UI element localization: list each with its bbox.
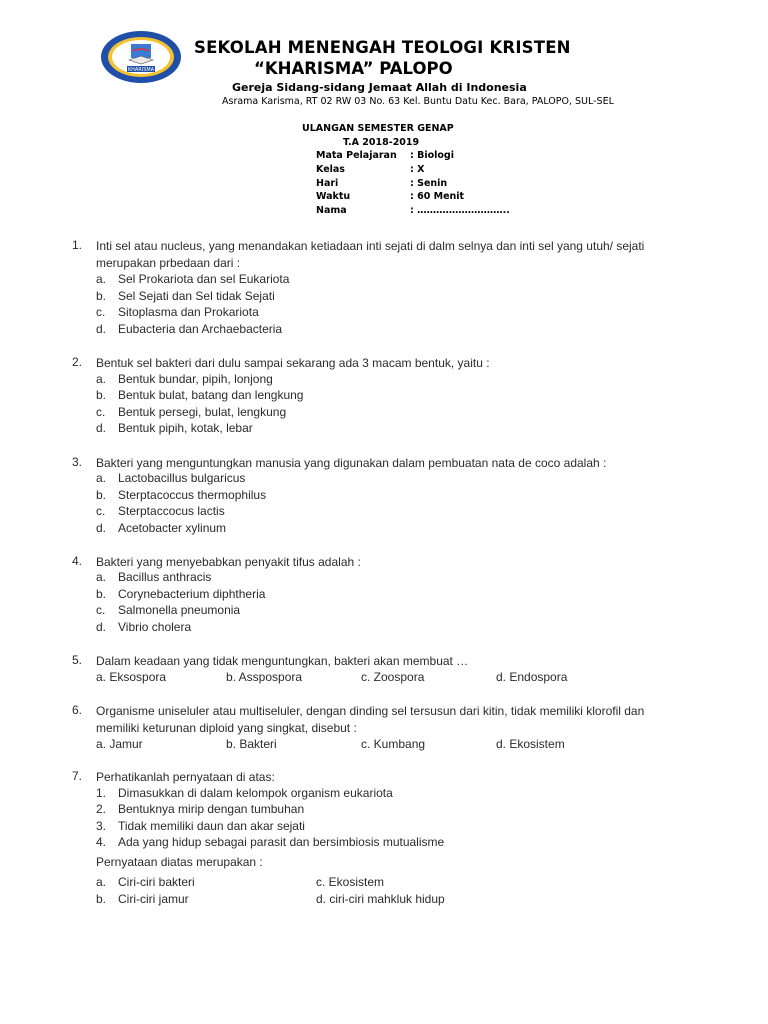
option-label: d. <box>96 521 107 535</box>
option-label: b. <box>96 488 107 502</box>
option-text: Bentuk bulat, batang dan lengkung <box>118 388 304 402</box>
church-name: Gereja Sidang-sidang Jemaat Allah di Indonesia <box>232 81 527 94</box>
option-label: c. <box>96 405 106 419</box>
question-number: 1. <box>72 238 83 252</box>
option-label: b. <box>96 388 107 402</box>
question-number: 7. <box>72 769 83 783</box>
option-c: c. Ekosistem <box>316 875 385 889</box>
option-d: d. ciri-ciri mahkluk hidup <box>316 892 445 906</box>
question-text: Perhatikanlah pernyataan di atas: <box>96 770 275 784</box>
option-a: a. Jamur <box>96 737 143 751</box>
school-subtitle: “KHARISMA” PALOPO <box>254 59 453 78</box>
option-label: b. <box>96 289 107 303</box>
option-c: c. Kumbang <box>361 737 426 751</box>
option-text: Ciri-ciri jamur <box>118 892 189 906</box>
question-number: 3. <box>72 455 83 469</box>
question-text: Organisme uniseluler atau multiseluler, dengan dinding sel tersusun dari kitin, tidak memiliki klorofil dan memiliki keturunan diploid yang singkat, disebut : <box>96 704 645 735</box>
option-text: Sel Sejati dan Sel tidak Sejati <box>118 289 275 303</box>
meta-label: Kelas <box>316 164 345 175</box>
school-name: SEKOLAH MENENGAH TEOLOGI KRISTEN <box>194 38 571 57</box>
option-text: Lactobacillus bulgaricus <box>118 471 246 485</box>
question-number: 6. <box>72 703 83 717</box>
meta-value: : ……………………….. <box>410 205 510 216</box>
question-number: 4. <box>72 554 83 568</box>
option-a: a. Eksospora <box>96 670 167 684</box>
statement-text: Dimasukkan di dalam kelompok organism eukariota <box>118 786 393 800</box>
school-address: Asrama Karisma, RT 02 RW 03 No. 63 Kel. Buntu Datu Kec. Bara, PALOPO, SUL-SEL <box>222 96 614 107</box>
statement-text: Ada yang hidup sebagai parasit dan bersimbiosis mutualisme <box>118 835 445 849</box>
meta-label: Waktu <box>316 191 351 202</box>
meta-value: : X <box>410 164 425 175</box>
exam-year: T.A 2018-2019 <box>343 137 420 148</box>
option-text: Sel Prokariota dan sel Eukariota <box>118 272 290 286</box>
option-text: Sterptacoccus thermophilus <box>118 488 267 502</box>
option-b: b. Asspospora <box>226 670 303 684</box>
question-number: 5. <box>72 653 83 667</box>
meta-label: Hari <box>316 178 339 189</box>
question-prompt: Pernyataan diatas merupakan : <box>96 855 263 869</box>
meta-value: : Senin <box>410 178 448 189</box>
option-label: d. <box>96 620 107 634</box>
option-text: Sitoplasma dan Prokariota <box>118 305 259 319</box>
option-label: a. <box>96 875 107 889</box>
meta-label: Mata Pelajaran <box>316 150 397 161</box>
statement-text: Bentuknya mirip dengan tumbuhan <box>118 802 305 816</box>
option-text: Bentuk bundar, pipih, lonjong <box>118 372 273 386</box>
question-text: Dalam keadaan yang tidak menguntungkan, bakteri akan membuat … <box>96 654 469 668</box>
option-label: b. <box>96 892 107 906</box>
option-text: Ciri-ciri bakteri <box>118 875 195 889</box>
option-text: Eubacteria dan Archaebacteria <box>118 322 283 336</box>
statement-number: 2. <box>96 802 107 816</box>
question-number: 2. <box>72 355 83 369</box>
option-label: c. <box>96 603 106 617</box>
option-label: b. <box>96 587 107 601</box>
option-label: c. <box>96 305 106 319</box>
option-label: a. <box>96 570 107 584</box>
exam-title: ULANGAN SEMESTER GENAP <box>302 123 454 134</box>
statement-number: 1. <box>96 786 107 800</box>
option-label: a. <box>96 471 107 485</box>
option-text: Sterptaccocus lactis <box>118 504 225 518</box>
question-text: Inti sel atau nucleus, yang menandakan ketiadaan inti sejati di dalm selnya dan inti sel yang utuh/ sejati merupakan prbedaan dari : <box>96 239 645 270</box>
meta-value: : Biologi <box>410 150 454 161</box>
option-label: a. <box>96 272 107 286</box>
logo-text: KHARISMA <box>127 67 155 73</box>
statement-number: 3. <box>96 819 107 833</box>
option-label: c. <box>96 504 106 518</box>
statement-text: Tidak memiliki daun dan akar sejati <box>118 819 305 833</box>
question-text: Bakteri yang menyebabkan penyakit tifus adalah : <box>96 555 361 569</box>
question-text: Bentuk sel bakteri dari dulu sampai sekarang ada 3 macam bentuk, yaitu : <box>96 356 490 370</box>
option-d: d. Endospora <box>496 670 568 684</box>
option-label: d. <box>96 421 107 435</box>
option-text: Bacillus anthracis <box>118 570 212 584</box>
meta-label: Nama <box>316 205 347 216</box>
option-text: Acetobacter xylinum <box>118 521 227 535</box>
option-text: Bentuk persegi, bulat, lengkung <box>118 405 287 419</box>
option-text: Corynebacterium diphtheria <box>118 587 266 601</box>
option-text: Bentuk pipih, kotak, lebar <box>118 421 253 435</box>
question-text: Bakteri yang menguntungkan manusia yang digunakan dalam pembuatan nata de coco adalah : <box>96 456 607 470</box>
option-label: d. <box>96 322 107 336</box>
option-text: Vibrio cholera <box>118 620 192 634</box>
option-text: Salmonella pneumonia <box>118 603 241 617</box>
option-d: d. Ekosistem <box>496 737 565 751</box>
option-b: b. Bakteri <box>226 737 277 751</box>
school-logo <box>100 30 182 84</box>
meta-value: : 60 Menit <box>410 191 465 202</box>
statement-number: 4. <box>96 835 107 849</box>
option-label: a. <box>96 372 107 386</box>
option-c: c. Zoospora <box>361 670 425 684</box>
